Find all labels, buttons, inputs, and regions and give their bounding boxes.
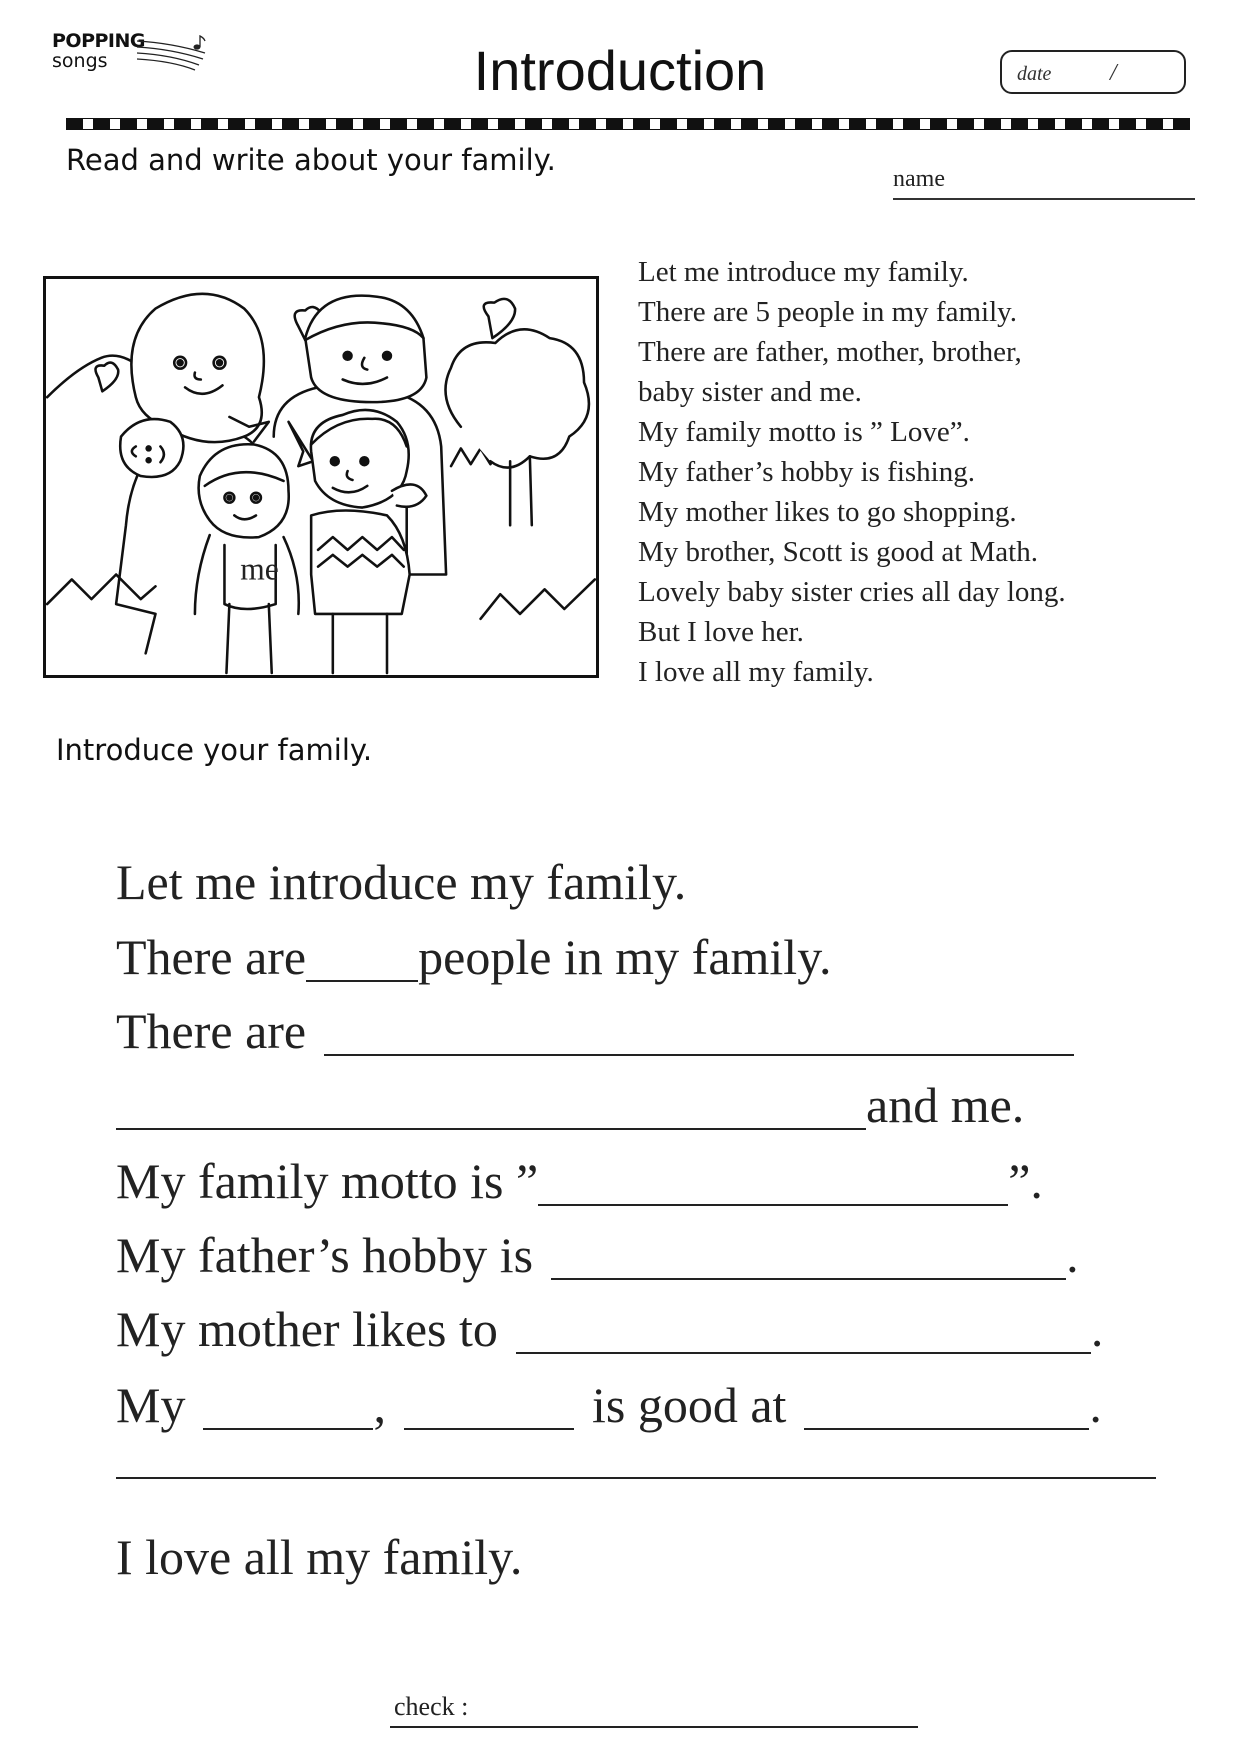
check-label: check :	[394, 1692, 469, 1721]
worksheet-line-5	[116, 1152, 1043, 1210]
example-line-3: There are father, mother, brother,	[638, 336, 1022, 368]
worksheet-line-7-end: .	[1090, 1301, 1104, 1357]
family-drawing	[46, 279, 596, 675]
worksheet-line-2-end: people in my family.	[418, 929, 832, 985]
worksheet-line-10-text: I love all my family.	[116, 1529, 523, 1585]
worksheet-line-8	[116, 1376, 1102, 1434]
worksheet-line-2-start: There are	[116, 929, 307, 985]
worksheet-line-3	[116, 1002, 1074, 1060]
example-line-1: Let me introduce my family.	[638, 256, 969, 288]
me-label: me	[240, 551, 279, 587]
date-separator: /	[1110, 60, 1117, 86]
blank-family-motto[interactable]	[538, 1152, 1008, 1206]
example-line-10: But I love her.	[638, 616, 804, 648]
example-line-5: My family motto is ” Love”.	[638, 416, 970, 448]
example-line-8: My brother, Scott is good at Math.	[638, 536, 1038, 568]
worksheet-line-6	[116, 1226, 1079, 1284]
worksheet-line-6-start: My father’s hobby is	[116, 1227, 534, 1283]
worksheet-line-2	[116, 928, 831, 986]
worksheet-line-1	[116, 853, 686, 911]
instruction-read-write: Read and write about your family.	[66, 143, 556, 177]
example-line-7: My mother likes to go shopping.	[638, 496, 1017, 528]
worksheet-line-8-start: My	[116, 1377, 186, 1433]
worksheet-line-3-text: There are	[116, 1003, 307, 1059]
page-title: Introduction	[473, 39, 767, 102]
blank-father-hobby[interactable]	[551, 1226, 1066, 1280]
worksheet-line-10	[116, 1528, 522, 1586]
worksheet-line-8-middle: is good at	[591, 1377, 787, 1433]
blank-sibling-name[interactable]	[404, 1376, 574, 1430]
example-line-11: I love all my family.	[638, 656, 874, 688]
example-paragraph	[638, 252, 1198, 692]
example-line-9: Lovely baby sister cries all day long.	[638, 576, 1066, 608]
worksheet-line-4-text: and me.	[866, 1077, 1025, 1133]
blank-people-count[interactable]	[306, 928, 418, 982]
logo-bottom-text: songs	[52, 50, 108, 72]
instruction-introduce: Introduce your family.	[56, 733, 373, 767]
blank-sibling-relation[interactable]	[203, 1376, 373, 1430]
blank-family-members-2[interactable]	[116, 1076, 866, 1130]
blank-free-sentence[interactable]	[116, 1477, 1156, 1479]
example-line-4: baby sister and me.	[638, 376, 862, 408]
worksheet-line-5-start: My family motto is ”	[116, 1153, 539, 1209]
worksheet-line-7	[116, 1300, 1103, 1358]
check-field[interactable]	[390, 1690, 918, 1728]
worksheet-line-8-comma: ,	[373, 1377, 386, 1433]
worksheet-line-8-end: .	[1089, 1377, 1102, 1433]
worksheet-line-7-start: My mother likes to	[116, 1301, 498, 1357]
worksheet-line-1-text: Let me introduce my family.	[116, 854, 687, 910]
checkered-divider	[66, 118, 1190, 130]
worksheet-line-4	[116, 1076, 1024, 1134]
family-illustration	[43, 276, 599, 678]
date-field[interactable]	[1000, 50, 1186, 94]
date-label: date	[1017, 63, 1052, 85]
example-line-6: My father’s hobby is fishing.	[638, 456, 975, 488]
blank-good-at[interactable]	[804, 1376, 1089, 1430]
name-field[interactable]	[893, 162, 1195, 200]
example-line-2: There are 5 people in my family.	[638, 296, 1017, 328]
logo-top-text: POPPING	[52, 30, 145, 52]
worksheet-line-5-end: ”.	[1008, 1153, 1043, 1209]
name-label: name	[893, 166, 945, 192]
blank-mother-likes[interactable]	[516, 1300, 1091, 1354]
blank-family-members-1[interactable]	[324, 1002, 1074, 1056]
worksheet-line-6-end: .	[1066, 1227, 1079, 1283]
